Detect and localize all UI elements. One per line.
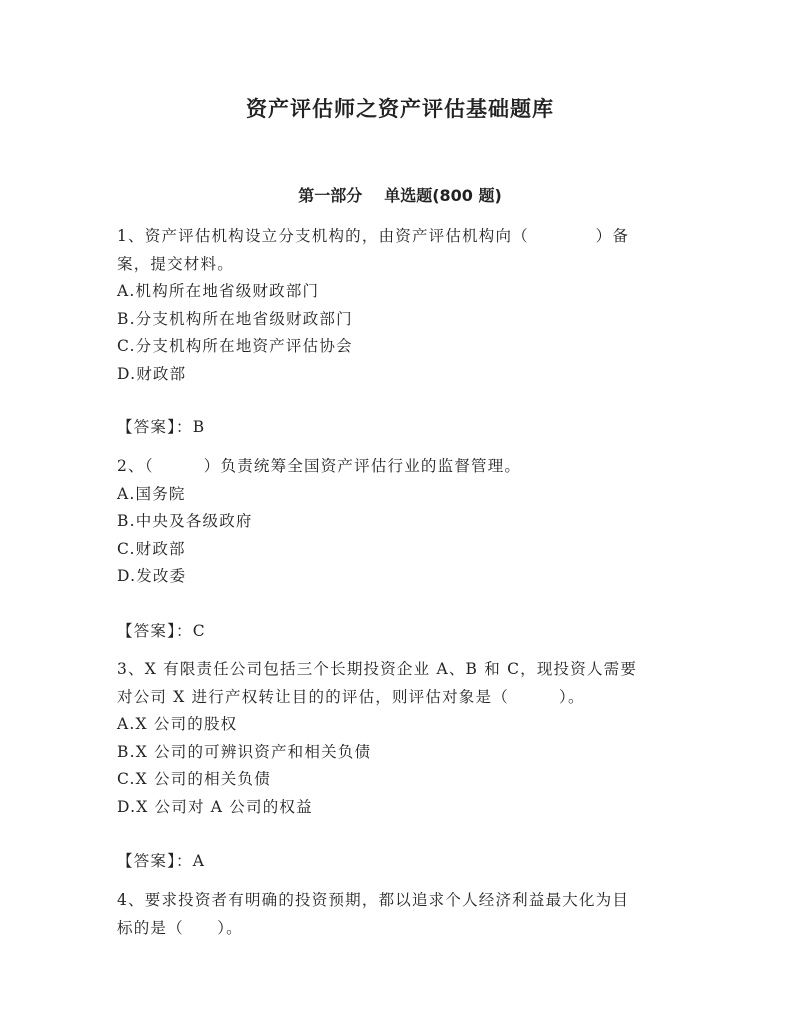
answer-1: 【答案】：B [117, 418, 206, 436]
answer-3: 【答案】：A [117, 852, 206, 870]
option-c: C.财政部 [117, 539, 186, 558]
question-stem-line: 案，提交材料。 [117, 254, 234, 273]
option-d: D.财政部 [117, 364, 187, 383]
option-b: B.中央及各级政府 [117, 512, 253, 530]
question-4 [117, 887, 677, 942]
section-heading [0, 184, 800, 208]
option-c: C.分支机构所在地资产评估协会 [117, 337, 353, 355]
question-stem-line: 1、资产评估机构设立分支机构的，由资产评估机构向（ ）备 [117, 227, 630, 245]
option-d: D.发改委 [117, 567, 187, 585]
option-b: B.X 公司的可辨识资产和相关负债 [117, 742, 372, 761]
option-a: A.机构所在地省级财政部门 [117, 282, 320, 300]
section-name: 单选题(800 题) [384, 186, 502, 205]
question-3 [117, 656, 677, 821]
option-b: B.分支机构所在地省级财政部门 [117, 309, 353, 328]
option-c: C.X 公司的相关负债 [117, 770, 271, 788]
question-stem-line: 4、要求投资者有明确的投资预期，都以追求个人经济利益最大化为目 [117, 891, 630, 909]
option-d: D.X 公司对 A 公司的权益 [117, 797, 313, 816]
question-stem-line: 2、（ ）负责统筹全国资产评估行业的监督管理。 [117, 457, 522, 475]
answer-2: 【答案】：C [117, 622, 206, 640]
section-label: 第一部分 [298, 186, 363, 205]
question-2 [117, 453, 677, 591]
question-1 [117, 223, 677, 388]
question-stem-line: 标的是（ ）。 [117, 918, 243, 937]
question-stem-line: 对公司 X 进行产权转让目的的评估，则评估对象是（ ）。 [117, 687, 585, 706]
option-a: A.X 公司的股权 [117, 715, 238, 733]
question-stem-line: 3、X 有限责任公司包括三个长期投资企业 A、B 和 C，现投资人需要 [117, 660, 638, 678]
option-a: A.国务院 [117, 484, 186, 503]
document-title: 资产评估师之资产评估基础题库 [246, 97, 554, 121]
